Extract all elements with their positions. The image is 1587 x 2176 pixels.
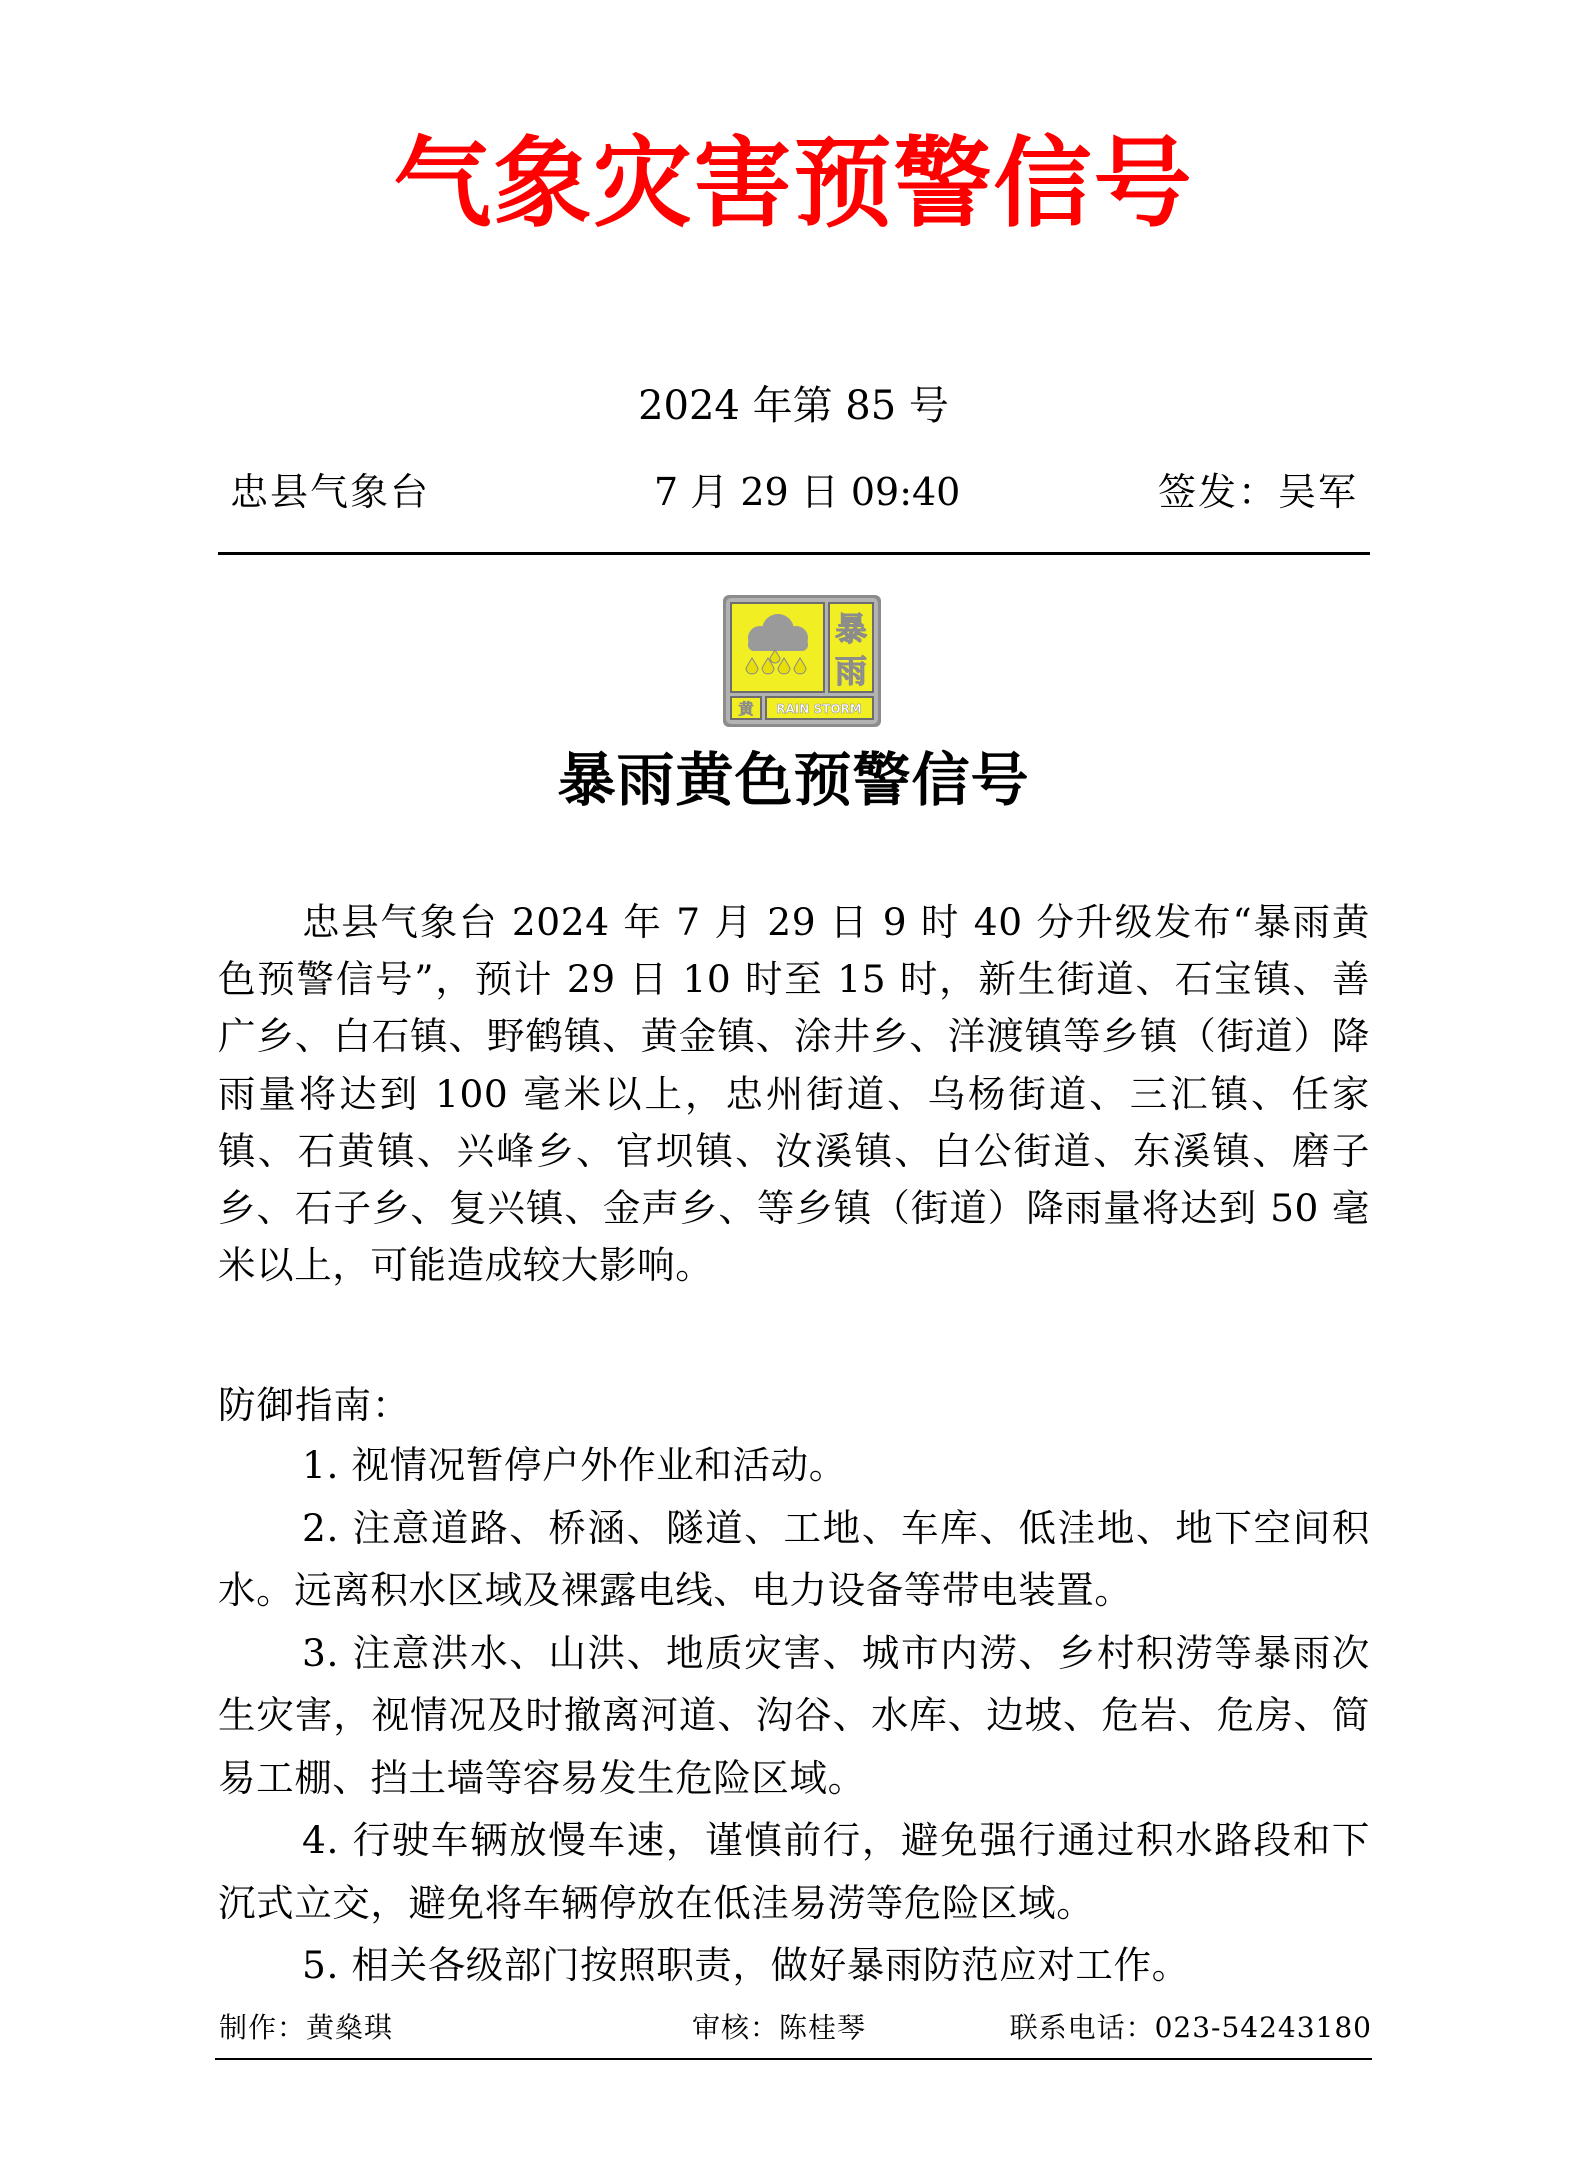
header-divider bbox=[218, 552, 1370, 555]
defense-guide-list bbox=[218, 1434, 1370, 1997]
footer-contact-phone: 联系电话：023-54243180 bbox=[1009, 2011, 1372, 2044]
signer-name: 签发：吴军 bbox=[1157, 470, 1358, 514]
warning-body-paragraph: 忠县气象台 2024 年 7 月 29 日 9 时 40 分升级发布“暴雨黄色预警信号”，预计 29 日 10 时至 15 时，新生街道、石宝镇、善广乡、白石镇、野鹤镇、黄金镇、涂井乡、洋渡镇等乡镇（街道）降雨量将达到 100 毫米以上，忠州街道、乌杨街道、三汇镇、任家镇、石黄镇、兴峰乡、官坝镇、汝溪镇、白公街道、东溪镇、磨子乡、石子乡、复兴镇、金声乡、等乡镇（街道）降雨量将达到 50 毫米以上，可能造成较大影响。 bbox=[218, 900, 1370, 1288]
document-footer bbox=[215, 2008, 1372, 2048]
issuer-name: 忠县气象台 bbox=[230, 470, 431, 514]
svg-text:暴: 暴 bbox=[834, 610, 868, 648]
rainstorm-yellow-warning-icon bbox=[722, 594, 882, 728]
document-meta-row bbox=[218, 466, 1368, 518]
svg-text:雨: 雨 bbox=[834, 652, 868, 690]
svg-text:RAIN STORM: RAIN STORM bbox=[776, 702, 862, 716]
list-item: 4. 行驶车辆放慢车速，谨慎前行，避免强行通过积水路段和下沉式立交，避免将车辆停放在低洼易涝等危险区域。 bbox=[218, 1818, 1370, 1925]
list-item: 5. 相关各级部门按照职责，做好暴雨防范应对工作。 bbox=[302, 1943, 1190, 1987]
footer-maker: 制作：黄燊琪 bbox=[219, 2011, 394, 2044]
warning-signal-title: 暴雨黄色预警信号 bbox=[557, 746, 1030, 814]
issue-datetime: 7 月 29 日 09:40 bbox=[654, 470, 961, 514]
list-item: 3. 注意洪水、山洪、地质灾害、城市内涝、乡村积涝等暴雨次生灾害，视情况及时撤离河道、沟谷、水库、边坡、危岩、危房、简易工棚、挡土墙等容易发生危险区域。 bbox=[218, 1630, 1370, 1800]
list-item: 1. 视情况暂停户外作业和活动。 bbox=[302, 1443, 847, 1487]
svg-text:黄: 黄 bbox=[738, 700, 754, 718]
document-header-title: 气象灾害预警信号 bbox=[393, 126, 1194, 241]
footer-reviewer: 审核：陈桂琴 bbox=[692, 2011, 867, 2044]
list-item: 2. 注意道路、桥涵、隧道、工地、车库、低洼地、地下空间积水。远离积水区域及裸露电线、电力设备等带电装置。 bbox=[218, 1505, 1370, 1612]
document-number: 2024 年第 85 号 bbox=[638, 383, 949, 429]
defense-guide-heading: 防御指南： bbox=[218, 1383, 411, 1427]
footer-divider bbox=[215, 2058, 1372, 2060]
